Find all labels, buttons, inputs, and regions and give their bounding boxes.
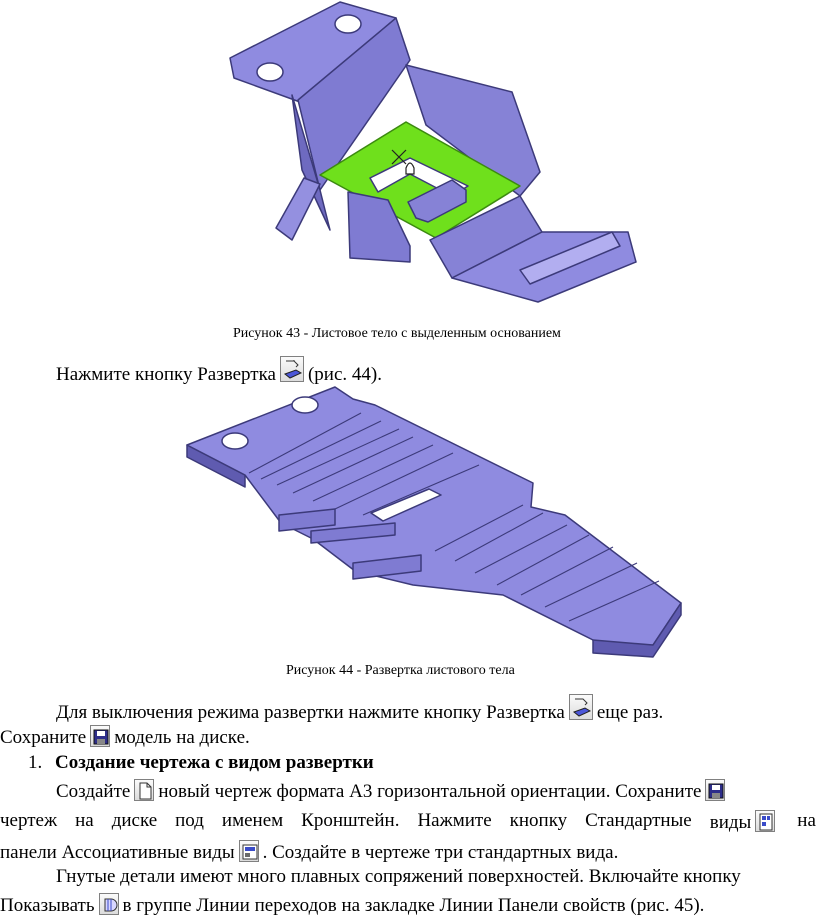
text-transition-group: в группе Линии переходов на закладке Линии Панели свойств (рис. 45). (122, 895, 705, 916)
text-show: Показывать (0, 895, 95, 916)
save-icon[interactable] (705, 779, 725, 801)
paragraph-transitions-line2 (0, 893, 704, 917)
text-create: Создайте (56, 781, 131, 802)
word: именем (221, 810, 284, 831)
paragraph-save-model-after: модель на диске. (114, 727, 250, 748)
word: кнопку (509, 810, 568, 831)
word: виды (709, 812, 752, 833)
paragraph-save-model-before: Сохраните (0, 727, 87, 748)
paragraph-save-model (0, 725, 250, 749)
unfold-icon[interactable] (569, 694, 593, 720)
word: под (175, 810, 204, 831)
paragraph-disable-unfold (56, 694, 663, 724)
word: Стандартные (585, 810, 692, 831)
word: на (75, 810, 94, 831)
paragraph-create-line2 (0, 810, 816, 834)
paragraph-create-line1 (56, 779, 729, 803)
section-heading (28, 752, 374, 774)
figure-44-caption: Рисунок 44 - Развертка листового тела (286, 663, 515, 678)
text-associative-panel: панели Ассоциативные виды (0, 842, 235, 863)
figure-43-image (220, 0, 640, 325)
paragraph-unfold-before: Нажмите кнопку Развертка (56, 364, 276, 385)
section-title: Создание чертежа с видом развертки (55, 752, 374, 773)
word-with-icon (710, 810, 780, 834)
paragraph-disable-unfold-before: Для выключения режима развертки нажмите кнопку Развертка (56, 702, 565, 723)
paragraph-disable-unfold-after: еще раз. (596, 702, 664, 723)
text-new-drawing: новый чертеж формата А3 горизонтальной ориентации. Сохраните (158, 781, 702, 802)
word: чертеж (0, 810, 58, 831)
save-icon[interactable] (90, 725, 110, 747)
word: Нажмите (417, 810, 492, 831)
paragraph-transitions-line1: Гнутые детали имеют много плавных сопряжений поверхностей. Включайте кнопку (56, 866, 741, 887)
figure-44-image (185, 385, 685, 660)
word: на (797, 810, 816, 831)
word: диске (111, 810, 158, 831)
paragraph-unfold (56, 356, 382, 386)
unfold-icon[interactable] (280, 356, 304, 382)
paragraph-create-line3 (0, 840, 618, 864)
new-document-icon[interactable] (134, 779, 154, 801)
standard-views-icon[interactable] (755, 810, 775, 832)
associative-views-icon[interactable] (239, 840, 259, 862)
paragraph-unfold-after: (рис. 44). (307, 364, 382, 385)
show-transition-lines-icon[interactable] (99, 893, 119, 915)
figure-43-caption: Рисунок 43 - Листовое тело с выделенным основанием (233, 326, 561, 341)
word: Кронштейн. (301, 810, 400, 831)
section-number: 1. (28, 752, 43, 773)
text-create-views: . Создайте в чертеже три стандартных вида. (262, 842, 619, 863)
